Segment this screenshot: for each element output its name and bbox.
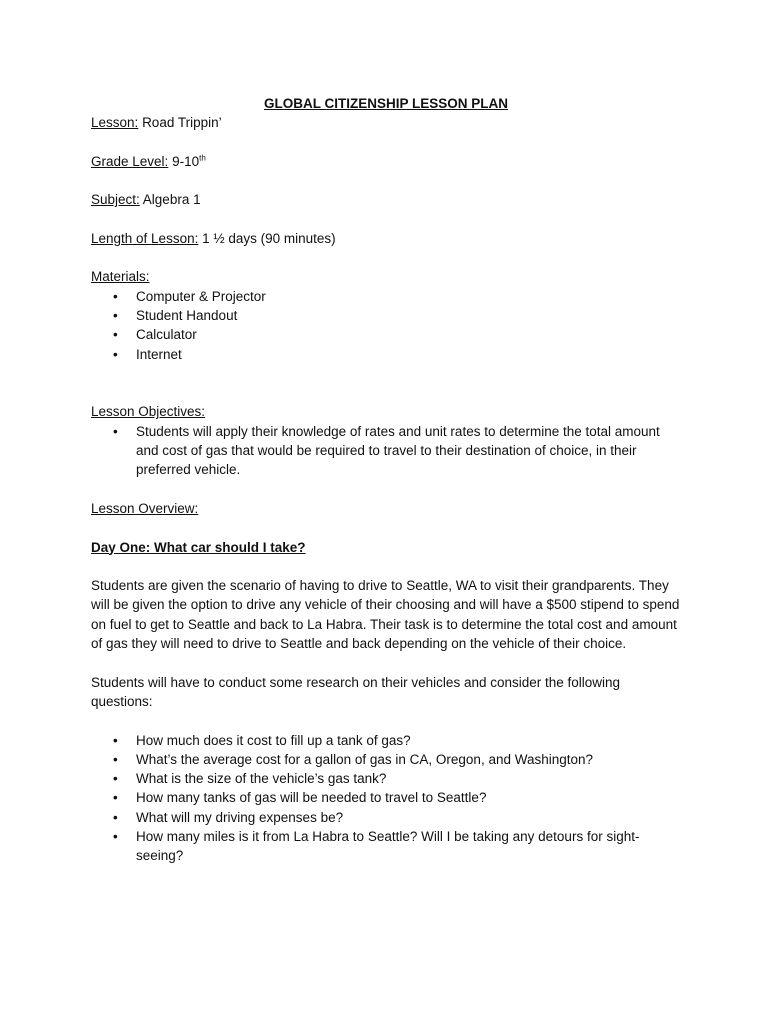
objectives-list	[91, 422, 681, 480]
grade-level-label: Grade Level:	[91, 153, 169, 169]
grade-level-line	[91, 152, 681, 171]
grade-level-suffix: th	[199, 153, 206, 163]
list-item: • Students will apply their knowledge of rates and unit rates to determine the total amount and cost of gas that would be required to travel to their destination of choice, in their preferred vehicle.	[113, 423, 660, 478]
list-item: • Internet	[113, 346, 182, 362]
research-paragraph: Students will have to conduct some research on their vehicles and consider the following questions:	[91, 674, 621, 709]
lesson-line	[91, 113, 681, 132]
list-item: • Calculator	[113, 327, 197, 343]
length-line	[91, 229, 681, 248]
document-title: GLOBAL CITIZENSHIP LESSON PLAN	[263, 96, 509, 111]
list-item: • Computer & Projector	[113, 288, 266, 304]
length-value: 1 ½ days (90 minutes)	[202, 230, 336, 246]
list-item: • Student Handout	[113, 307, 238, 323]
day-one-heading: Day One: What car should I take?	[91, 539, 306, 555]
overview-label: Lesson Overview:	[91, 500, 199, 516]
questions-list	[91, 731, 681, 866]
grade-level-value: 9-10	[172, 153, 200, 169]
materials-heading	[91, 267, 681, 286]
subject-line	[91, 190, 681, 209]
list-item: • How much does it cost to fill up a tank of gas?	[113, 732, 411, 748]
lesson-plan-page	[91, 94, 681, 866]
list-item: • What is the size of the vehicle’s gas tank?	[113, 771, 387, 787]
subject-value: Algebra 1	[142, 192, 201, 208]
materials-list	[91, 287, 681, 364]
overview-heading	[91, 499, 681, 518]
list-item: • What will my driving expenses be?	[113, 809, 344, 825]
list-item: • How many tanks of gas will be needed to travel to Seattle?	[113, 790, 487, 806]
length-label: Length of Lesson:	[91, 230, 199, 246]
subject-label: Subject:	[91, 192, 140, 208]
objectives-heading	[91, 402, 681, 421]
list-item: • What’s the average cost for a gallon of gas in CA, Oregon, and Washington?	[113, 751, 594, 767]
list-item: • How many miles is it from La Habra to Seattle? Will I be taking any detours for sight-seeing?	[113, 828, 640, 864]
lesson-label: Lesson:	[91, 115, 139, 130]
scenario-paragraph: Students are given the scenario of having to drive to Seattle, WA to visit their grandparents. They will be given the option to drive any vehicle of their choosing and will have a $500 stipend to spend on fuel to get to Seattle and back to La Habra. Their task is to determine the total cost and amount of gas they will need to drive to Seattle and back depending on the vehicle of their choice.	[91, 578, 680, 652]
objectives-label: Lesson Objectives:	[91, 404, 206, 420]
materials-label: Materials:	[91, 269, 150, 285]
lesson-value: Road Trippin’	[142, 115, 222, 130]
